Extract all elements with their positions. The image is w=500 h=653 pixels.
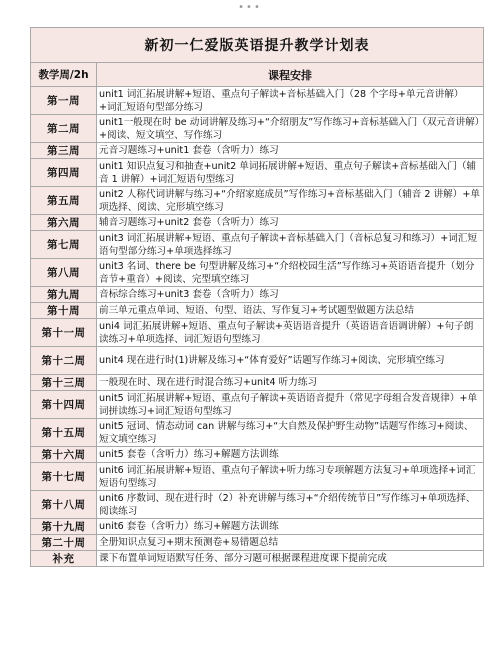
header-plan: 课程安排 [97, 63, 484, 87]
week-cell: 第二周 [31, 115, 97, 143]
week-cell: 第十七周 [31, 463, 97, 491]
table-row [31, 535, 484, 551]
plan-cell: unit1 知识点复习和抽查+unit2 单词拓展讲解+短语、重点句子解读+音标基础入门（辅音 1 讲解）+词汇短语句型练习 [97, 159, 484, 187]
table-row [31, 87, 484, 115]
table-row [31, 419, 484, 447]
plan-cell: unit1一般现在时 be 动词讲解及练习+“介绍朋友”写作练习+音标基础入门（双元音讲解）+阅读、短文填空、写作练习 [97, 115, 484, 143]
table-row [31, 115, 484, 143]
week-cell: 第九周 [31, 287, 97, 303]
table-row [31, 375, 484, 391]
table-row [31, 231, 484, 259]
plan-cell: 全册知识点复习+期末预测卷+易错题总结 [97, 535, 484, 551]
plan-cell: 音标综合练习+unit3 套卷（含听力）练习 [97, 287, 484, 303]
table-row [31, 347, 484, 375]
plan-cell: unit5 词汇拓展讲解+短语、重点句子解读+英语语音提升（常见字母组合发音规律）+单词拼读练习+词汇短语句型练习 [97, 391, 484, 419]
plan-cell: 元音习题练习+unit1 套卷（含听力）练习 [97, 143, 484, 159]
week-cell: 第十周 [31, 303, 97, 319]
table-row [31, 187, 484, 215]
week-cell: 第十五周 [31, 419, 97, 447]
week-cell: 第十九周 [31, 519, 97, 535]
plan-cell: 辅音习题练习+unit2 套卷（含听力）练习 [97, 215, 484, 231]
window-dots: ••• [238, 2, 262, 13]
table-row [31, 259, 484, 287]
week-cell: 第四周 [31, 159, 97, 187]
table-row [31, 319, 484, 347]
week-cell: 第八周 [31, 259, 97, 287]
table-row [31, 551, 484, 567]
week-cell: 第五周 [31, 187, 97, 215]
week-cell: 第六周 [31, 215, 97, 231]
week-cell: 第十八周 [31, 491, 97, 519]
table-row [31, 463, 484, 491]
plan-cell: 前三单元重点单词、短语、句型、语法、写作复习+考试题型做题方法总结 [97, 303, 484, 319]
plan-cell: 课下布置单词短语默写任务、部分习题可根据课程进度课下提前完成 [97, 551, 484, 567]
week-cell: 补充 [31, 551, 97, 567]
table-row [31, 303, 484, 319]
week-cell: 第三周 [31, 143, 97, 159]
header-week: 教学周/2h [31, 63, 97, 87]
table-row [31, 519, 484, 535]
plan-cell: uni4 词汇拓展讲解+短语、重点句子解读+英语语音提升（英语语音语调讲解）+句子朗读练习+单项选择、词汇短语句型练习 [97, 319, 484, 347]
table-title: 新初一仁爱版英语提升教学计划表 [31, 28, 484, 63]
week-cell: 第十四周 [31, 391, 97, 419]
plan-cell: unit6 套卷（含听力）练习+解题方法训练 [97, 519, 484, 535]
plan-cell: unit5 冠词、情态动词 can 讲解与练习+“大自然及保护野生动物”话题写作练习+阅读、短文填空练习 [97, 419, 484, 447]
plan-sheet [30, 27, 483, 567]
table-row [31, 491, 484, 519]
table-row [31, 287, 484, 303]
week-cell: 第一周 [31, 87, 97, 115]
table-row [31, 143, 484, 159]
plan-cell: unit2 人称代词讲解与练习+“介绍家庭成员”写作练习+音标基础入门（辅音 2 讲解）+单项选择、阅读、完形填空练习 [97, 187, 484, 215]
plan-cell: unit4 现在进行时(1)讲解及练习+“体育爱好”话题写作练习+阅读、完形填空练习 [97, 347, 484, 375]
plan-cell: unit1 词汇拓展讲解+短语、重点句子解读+音标基础入门（28 个字母+单元音讲解）+词汇短语句型部分练习 [97, 87, 484, 115]
plan-cell: unit3 名词、there be 句型讲解及练习+“介绍校园生活”写作练习+英语语音提升（划分音节+重音）+阅读、完型填空练习 [97, 259, 484, 287]
week-cell: 第十六周 [31, 447, 97, 463]
plan-cell: 一般现在时、现在进行时混合练习+unit4 听力练习 [97, 375, 484, 391]
table-row [31, 159, 484, 187]
week-cell: 第二十周 [31, 535, 97, 551]
plan-cell: unit5 套卷（含听力）练习+解题方法训练 [97, 447, 484, 463]
teaching-plan-table [30, 27, 484, 567]
table-row [31, 391, 484, 419]
week-cell: 第十二周 [31, 347, 97, 375]
table-row [31, 215, 484, 231]
week-cell: 第十三周 [31, 375, 97, 391]
plan-cell: unit6 词汇拓展讲解+短语、重点句子解读+听力练习专项解题方法复习+单项选择+词汇短语句型练习 [97, 463, 484, 491]
week-cell: 第十一周 [31, 319, 97, 347]
week-cell: 第七周 [31, 231, 97, 259]
plan-cell: unit3 词汇拓展讲解+短语、重点句子解读+音标基础入门（音标总复习和练习）+词汇短语句型部分练习+单项选择练习 [97, 231, 484, 259]
table-row [31, 447, 484, 463]
plan-cell: unit6 序数词、现在进行时（2）补充讲解与练习+“介绍传统节日”写作练习+单项选择、阅读练习 [97, 491, 484, 519]
